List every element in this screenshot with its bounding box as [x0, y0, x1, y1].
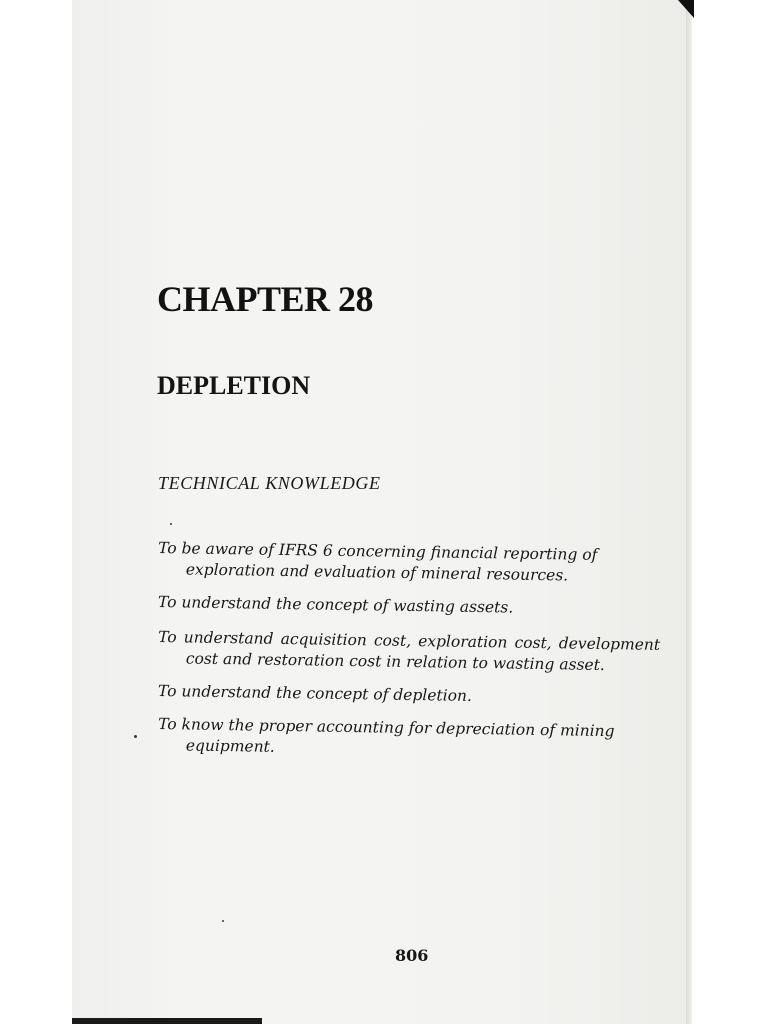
learning-objectives-list: [158, 538, 660, 756]
page-number: 806: [395, 946, 429, 965]
objective-depletion: To understand the concept of depletion.: [157, 682, 473, 705]
scan-bottom-shadow: [72, 1018, 262, 1024]
scan-speck: [134, 735, 137, 738]
scan-speck: [170, 523, 172, 525]
objective-wasting-assets: To understand the concept of wasting assets.: [157, 593, 514, 617]
paper-sheet: [72, 0, 690, 1024]
paper-edge: [686, 0, 692, 1024]
section-heading: TECHNICAL KNOWLEDGE: [158, 473, 381, 493]
chapter-title: DEPLETION: [157, 371, 311, 400]
chapter-heading: CHAPTER 28: [157, 279, 374, 319]
scan-speck: [222, 920, 224, 922]
objective-ifrs6: To be aware of IFRS 6 concerning financial reporting of exploration and evaluation of mineral resources.: [158, 539, 598, 585]
scan-corner-shadow: [678, 0, 694, 18]
objective-mining-equipment: To know the proper accounting for depreciation of mining equipment.: [158, 715, 615, 756]
objective-costs: To understand acquisition cost, exploration cost, development cost and restoration cost in relation to wasting asset.: [158, 628, 661, 675]
